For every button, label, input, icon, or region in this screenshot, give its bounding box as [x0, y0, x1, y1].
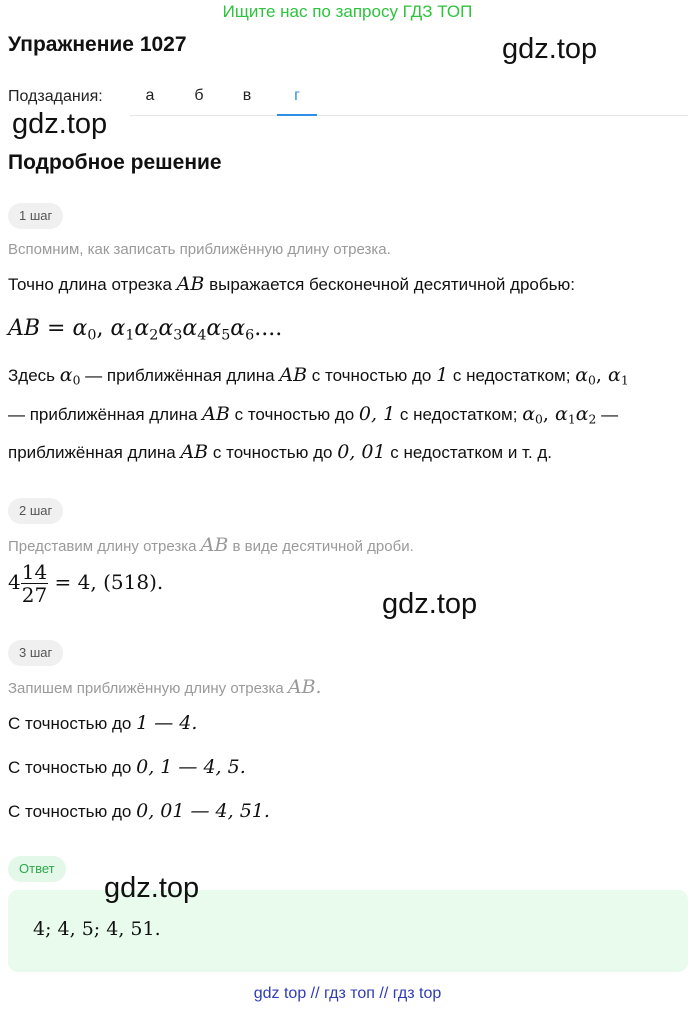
subtasks-tabs: [130, 80, 688, 116]
footer-separator: //: [310, 985, 320, 1002]
footer-separator: //: [379, 985, 389, 1002]
search-banner: Ищите нас по запросу ГДЗ ТОП: [222, 2, 473, 21]
text-fragment: Здесь: [8, 366, 55, 385]
step-text: [8, 273, 575, 295]
math-number: 0, 01: [337, 441, 386, 464]
math-ab: AB.: [287, 676, 322, 698]
text-fragment: Запишем приближённую длину отрезка: [8, 680, 284, 697]
text-fragment: С точностью до: [8, 758, 132, 777]
step-badge: 3 шаг: [8, 640, 63, 666]
footer-link[interactable]: gdz top: [253, 985, 307, 1002]
math-number: 0, 1: [358, 402, 396, 425]
text-fragment: выражается бесконечной десятичной дробью:: [209, 275, 575, 294]
math-ab: AB: [200, 534, 229, 556]
footer-links: [0, 985, 695, 1003]
approx-line: [8, 712, 197, 734]
fraction-denominator: 27: [21, 583, 48, 607]
text-fragment: с точностью до: [311, 366, 432, 385]
fraction-result: = 4, (518).: [54, 570, 164, 594]
text-fragment: приближённая длина: [8, 443, 176, 463]
watermark: gdz.top: [502, 33, 598, 65]
watermark: gdz.top: [12, 108, 108, 140]
math-value: 0, 1 — 4, 5.: [136, 756, 246, 778]
text-fragment: с недостатком;: [399, 404, 518, 424]
math-ab: AB: [279, 364, 308, 386]
text-fragment: Представим длину отрезка: [8, 538, 197, 555]
text-fragment: С точностью до: [8, 714, 132, 733]
text-fragment: — приближённая длина: [8, 404, 198, 424]
text-fragment: с точностью до: [234, 404, 355, 424]
footer-link[interactable]: гдз топ: [324, 985, 375, 1002]
math-ab: AB: [202, 402, 230, 425]
step-badge: 2 шаг: [8, 498, 63, 524]
math-number: 1: [436, 364, 449, 386]
answer-badge: Ответ: [8, 856, 66, 882]
tab-g[interactable]: г: [277, 80, 317, 116]
math-ab: AB: [180, 441, 209, 464]
answer-value: 4; 4, 5; 4, 51.: [33, 918, 161, 940]
text-fragment: в виде десятичной дроби.: [232, 538, 414, 555]
text-fragment: с недостатком и т. д.: [390, 443, 553, 463]
approx-line: [8, 800, 270, 822]
math-value: 1 — 4.: [136, 712, 198, 734]
step-hint: [8, 534, 414, 556]
step-hint: Вспомним, как записать приближённую длину отрезка.: [8, 241, 391, 258]
subtasks-label: Подзадания:: [8, 88, 103, 105]
step-paragraph: Здесь $\alpha_0$ — приближённая длина AB с точностью до 1 с недостатком; $\alpha_0$, $\alpha_1$ — приближённая длина AB с точностью до 0, 1 с недостатком; $\alpha_0$, $\alpha_1\alpha_2$ — приближённая длина AB с точностью до 0, 01 с недостатком и т. д.: [8, 364, 629, 464]
formula-lhs: AB: [8, 316, 41, 341]
math-value: 0, 01 — 4, 51.: [136, 800, 270, 822]
text-fragment: —: [601, 404, 619, 424]
text-fragment: Точно длина отрезка: [8, 275, 172, 294]
step-hint: [8, 676, 322, 698]
formula: AB = $\alpha_0$, $\alpha_1\alpha_2\alpha_3\alpha_4\alpha_5\alpha_6$....: [8, 316, 283, 344]
watermark: gdz.top: [382, 588, 478, 620]
text-fragment: — приближённая длина: [85, 366, 275, 385]
math-ab: AB: [176, 273, 205, 295]
tab-v[interactable]: в: [242, 87, 252, 104]
page-title: Упражнение 1027: [8, 33, 187, 56]
solution-title: Подробное решение: [8, 151, 222, 174]
footer-link[interactable]: гдз top: [392, 985, 442, 1002]
fraction-whole: 4: [8, 570, 21, 594]
approx-line: [8, 756, 246, 778]
text-fragment: с недостатком;: [452, 366, 571, 385]
text-fragment: С точностью до: [8, 802, 132, 821]
text-fragment: с точностью до: [212, 443, 333, 463]
step-badge: 1 шаг: [8, 203, 63, 229]
fraction-numerator: 14: [21, 560, 48, 584]
tab-a[interactable]: а: [145, 87, 155, 104]
mixed-fraction: [8, 561, 163, 606]
tab-b[interactable]: б: [194, 87, 204, 104]
watermark: gdz.top: [104, 872, 200, 904]
